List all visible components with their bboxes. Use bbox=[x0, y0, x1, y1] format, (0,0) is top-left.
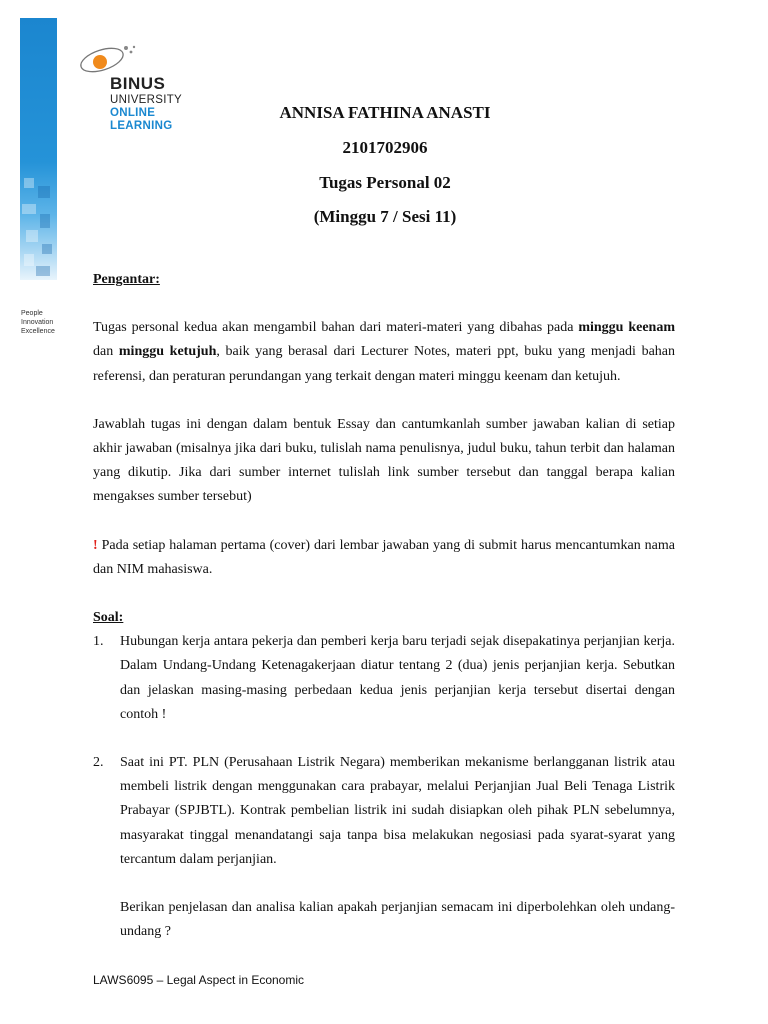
emphasis-week-seven: minggu ketujuh bbox=[118, 344, 217, 360]
student-nim: 2101702906 bbox=[342, 138, 428, 157]
warning-mark: ! bbox=[93, 537, 98, 553]
question-list bbox=[93, 630, 675, 944]
intro-paragraph-3 bbox=[93, 534, 675, 582]
tagline-line: Excellence bbox=[21, 328, 55, 335]
text-run: Tugas personal kedua akan mengambil bahan dari materi-materi yang dibahas pada bbox=[93, 320, 579, 336]
tagline bbox=[21, 309, 55, 336]
question-text: Hubungan kerja antara pekerja dan pemberi kerja baru terjadi sejak disepakatinya perjanjian kerja. Dalam Undang-Undang Ketenagakerjaan diatur tentang 2 (dua) jenis perjanjian kerja. Sebutkan dan jelaskan masing-masing perbedaan kedua jenis perjanjian kerja tersebut disertai dengan contoh ! bbox=[120, 634, 675, 722]
question-item bbox=[93, 630, 675, 727]
task-title: Tugas Personal 02 bbox=[319, 173, 451, 192]
text-run: , baik yang berasal dari Lecturer Notes, materi ppt, buku yang menjadi bahan referensi, dan peraturan perundangan yang terkait dengan materi minggu keenam dan ketujuh. bbox=[93, 344, 676, 384]
brand-strip bbox=[20, 18, 57, 280]
tagline-line: Innovation bbox=[21, 319, 54, 326]
question-text-followup: Berikan penjelasan dan analisa kalian apakah perjanjian semacam ini diperbolehkan oleh undang-undang ? bbox=[120, 900, 675, 940]
intro-paragraph-1 bbox=[93, 316, 675, 389]
logo-word-university: UNIVERSITY bbox=[110, 94, 183, 106]
document-body bbox=[93, 268, 675, 944]
intro-title: Pengantar: bbox=[93, 272, 160, 287]
logo-word-binus: BINUS bbox=[110, 74, 166, 93]
question-number: 2. bbox=[93, 755, 104, 771]
page-footer: LAWS6095 – Legal Aspect in Economic bbox=[93, 973, 305, 987]
questions-title: Soal: bbox=[93, 610, 124, 626]
logo-word-online: ONLINE bbox=[110, 107, 156, 119]
question-item bbox=[93, 751, 675, 944]
tagline-line: People bbox=[21, 310, 43, 317]
text-run: dan bbox=[93, 344, 119, 360]
intro-paragraph-2: Jawablah tugas ini dengan dalam bentuk Essay dan cantumkanlah sumber jawaban kalian di setiap akhir jawaban (misalnya jika dari buku, tulislah nama penulisnya, judul buku, tahun terbit dan halaman yang dikutip. Jika dari sumber internet tulislah link sumber tersebut dan tanggal berapa kalian mengakses sumber tersebut) bbox=[93, 416, 675, 505]
student-name: ANNISA FATHINA ANASTI bbox=[279, 103, 491, 122]
question-text: Saat ini PT. PLN (Perusahaan Listrik Negara) memberikan mekanisme berlangganan listrik atau membeli listrik dengan menggunakan cara prabayar, melalui Perjanjian Jual Beli Tenaga Listrik Prabayar (SPJBTL). Kontrak pembelian listrik ini sudah disiapkan oleh pihak PLN sebelumnya, masyarakat tinggal menandatangi saja tanpa bisa melakukan negosiasi pada syarat-syarat yang tercantum dalam perjanjian. bbox=[120, 755, 675, 867]
logo-word-learning: LEARNING bbox=[110, 120, 173, 132]
session-info: (Minggu 7 / Sesi 11) bbox=[313, 207, 457, 226]
emphasis-week-six: minggu keenam bbox=[578, 320, 675, 336]
text-run: Pada setiap halaman pertama (cover) dari lembar jawaban yang di submit harus mencantumkan nama dan NIM mahasiswa. bbox=[93, 537, 675, 577]
question-number: 1. bbox=[93, 634, 104, 650]
